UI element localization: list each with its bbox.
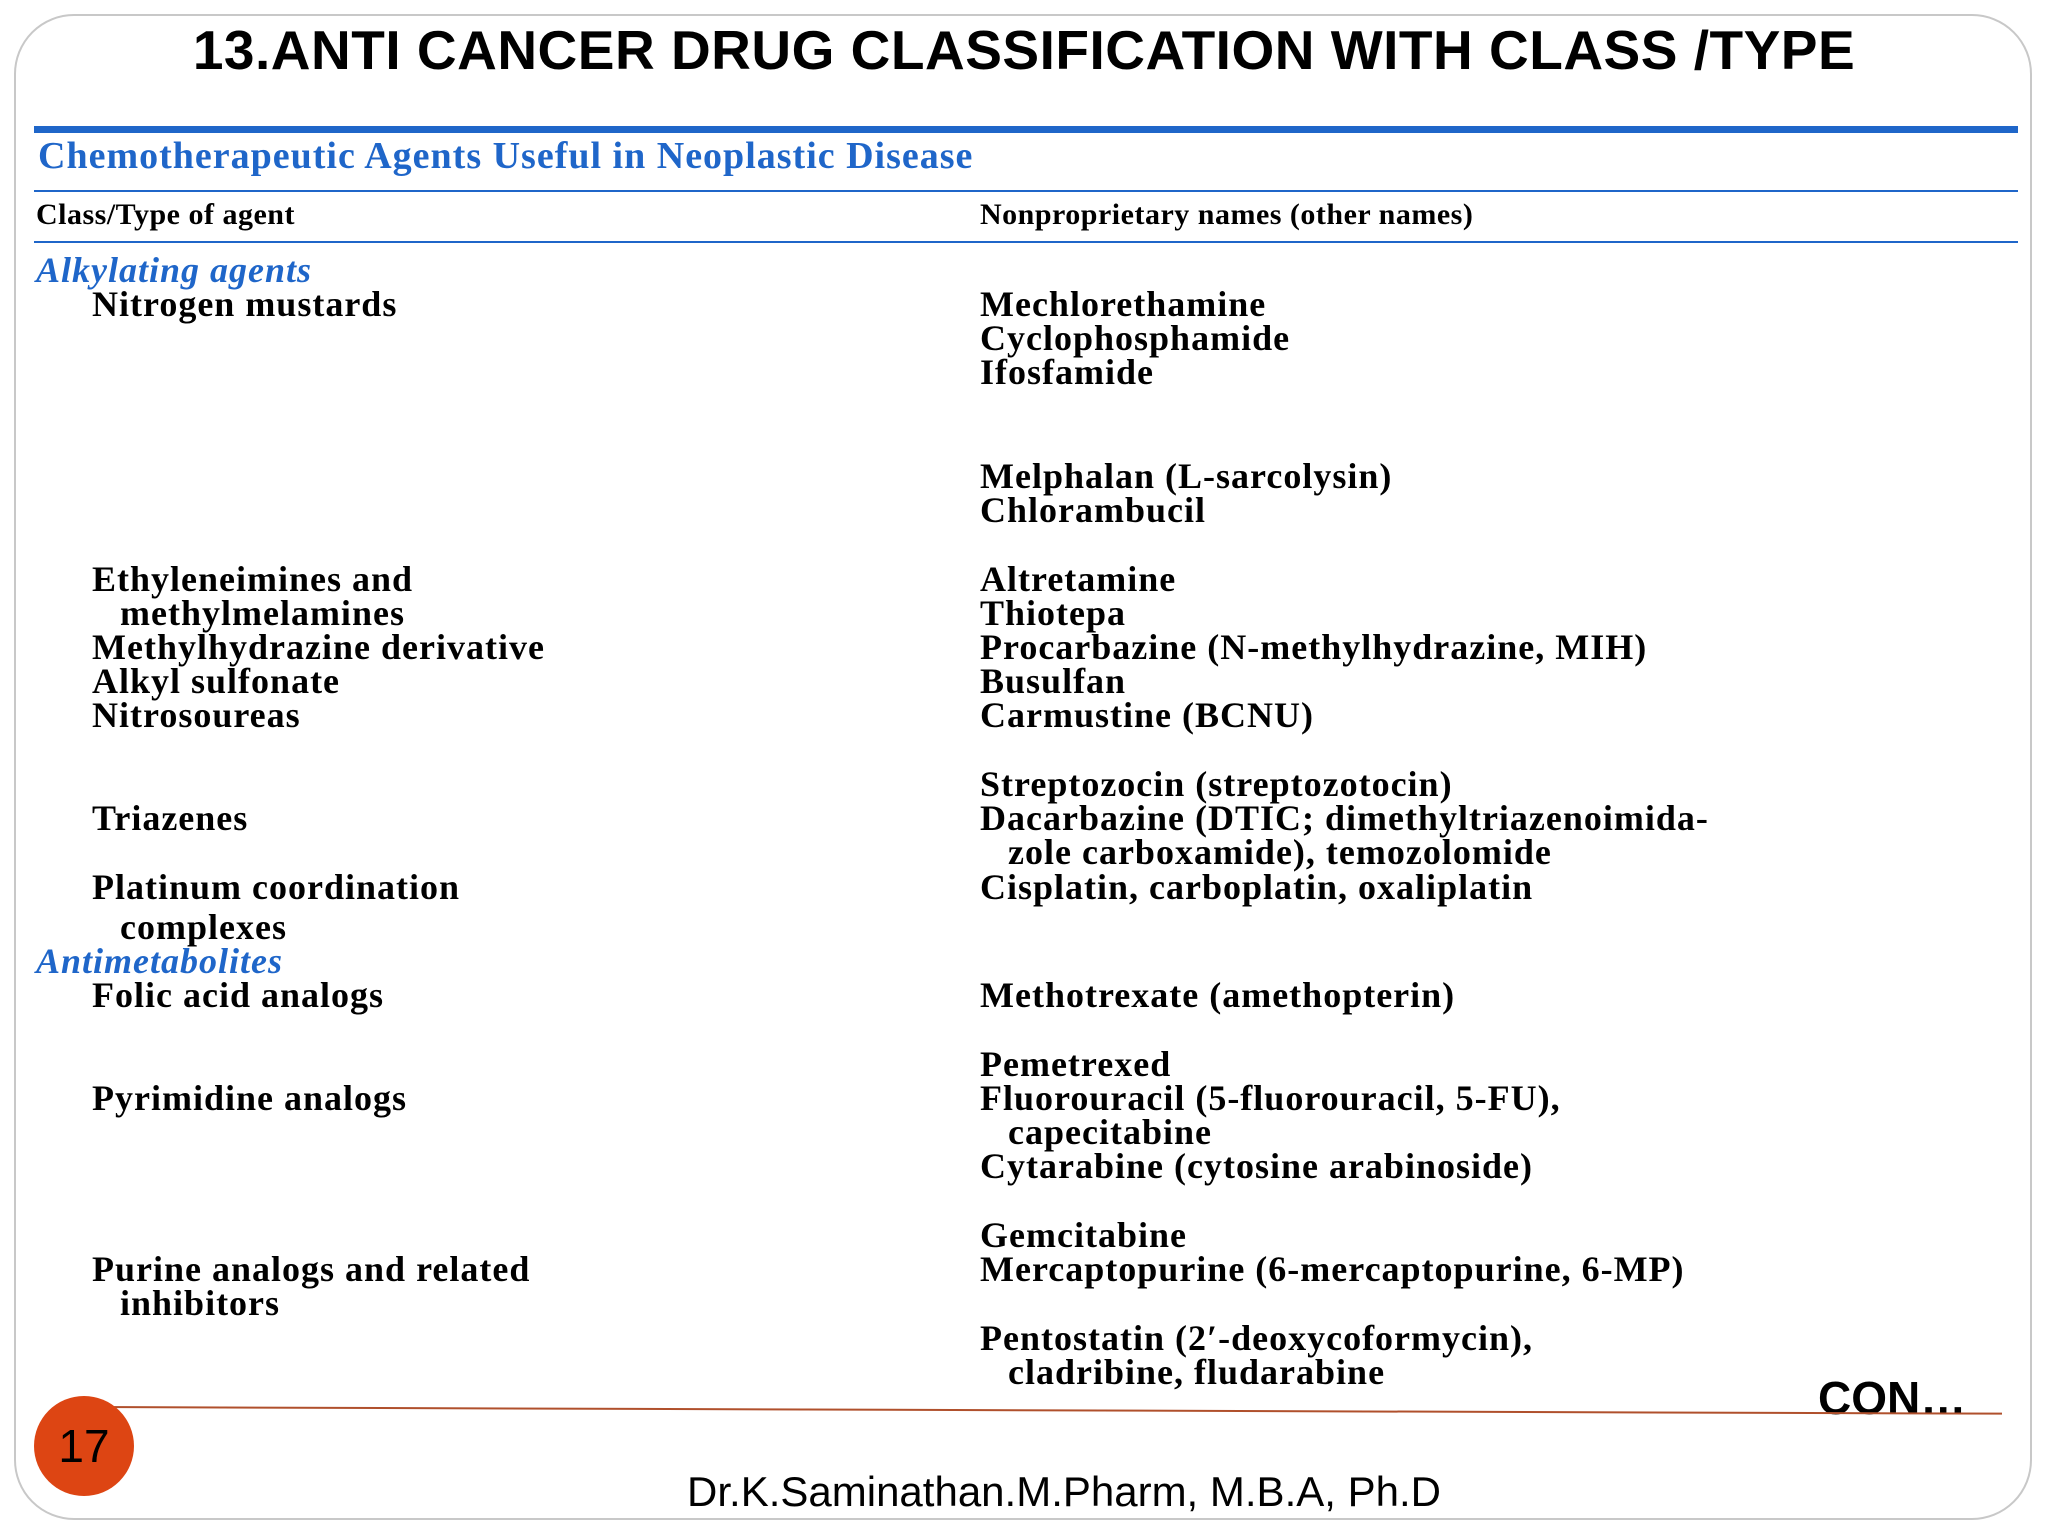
drug-busulfan: Busulfan [980, 661, 1127, 701]
drug-dacarbazine: Dacarbazine (DTIC; dimethyltriazenoimida- [980, 798, 1709, 838]
drug-altretamine: Altretamine [980, 559, 1177, 599]
drug-carmustine: Carmustine (BCNU) [980, 695, 1314, 735]
drug-fluorouracil-cont: capecitabine [1008, 1112, 1212, 1152]
table-top-rule [34, 126, 2018, 133]
class-nitrogen-mustards: Nitrogen mustards [92, 284, 398, 324]
author-credit: Dr.K.Saminathan.M.Pharm, M.B.A, Ph.D [687, 1468, 1441, 1515]
drug-cytarabine: Cytarabine (cytosine arabinoside) [980, 1146, 1533, 1186]
class-platinum-cont: complexes [120, 907, 287, 947]
drug-ifosfamide: Ifosfamide [980, 352, 1154, 392]
drug-procarbazine: Procarbazine (N-methylhydrazine, MIH) [980, 627, 1648, 667]
drug-thiotepa: Thiotepa [980, 593, 1127, 633]
class-pyrimidine-analogs: Pyrimidine analogs [92, 1078, 408, 1118]
table-title: Chemotherapeutic Agents Useful in Neoplastic Disease [38, 135, 974, 177]
class-ethyleneimines: Ethyleneimines and [92, 559, 414, 599]
class-ethyleneimines-cont: methylmelamines [120, 593, 405, 633]
drug-pentostatin-cont: cladribine, fludarabine [1008, 1352, 1386, 1392]
column-header-class: Class/Type of agent [36, 198, 295, 231]
page-number: 17 [58, 1420, 110, 1472]
table-header-rule-bottom [34, 241, 2018, 243]
class-triazenes: Triazenes [92, 798, 249, 838]
category-antimetabolites: Antimetabolites [36, 941, 284, 981]
drug-methotrexate: Methotrexate (amethopterin) [980, 975, 1456, 1015]
drug-chlorambucil: Chlorambucil [980, 490, 1207, 530]
class-purine-analogs: Purine analogs and related [92, 1249, 531, 1289]
drug-dacarbazine-cont: zole carboxamide), temozolomide [1008, 832, 1552, 872]
class-platinum: Platinum coordination [92, 867, 461, 907]
drug-mercaptopurine: Mercaptopurine (6-mercaptopurine, 6-MP) [980, 1249, 1685, 1289]
class-nitrosoureas: Nitrosoureas [92, 695, 301, 735]
class-methylhydrazine: Methylhydrazine derivative [92, 627, 545, 667]
drug-pemetrexed: Pemetrexed [980, 1044, 1172, 1084]
slide-title: 13.ANTI CANCER DRUG CLASSIFICATION WITH CLASS /TYPE [192, 19, 1856, 81]
drug-fluorouracil: Fluorouracil (5-fluorouracil, 5-FU), [980, 1078, 1561, 1118]
class-folic-acid-analogs: Folic acid analogs [92, 975, 385, 1015]
category-alkylating-agents: Alkylating agents [36, 250, 313, 290]
drug-streptozocin: Streptozocin (streptozotocin) [980, 764, 1453, 804]
class-alkyl-sulfonate: Alkyl sulfonate [92, 661, 341, 701]
drug-cyclophosphamide: Cyclophosphamide [980, 318, 1291, 358]
drug-cisplatin: Cisplatin, carboplatin, oxaliplatin [980, 867, 1534, 907]
continued-label: CON… [1818, 1372, 1967, 1424]
drug-pentostatin: Pentostatin (2′-deoxycoformycin), [980, 1318, 1534, 1358]
drug-melphalan: Melphalan (L-sarcolysin) [980, 456, 1393, 496]
table-header-rule-top [34, 190, 2018, 192]
column-header-names: Nonproprietary names (other names) [980, 198, 1474, 231]
drug-mechlorethamine: Mechlorethamine [980, 284, 1267, 324]
class-purine-analogs-cont: inhibitors [120, 1283, 281, 1323]
drug-gemcitabine: Gemcitabine [980, 1215, 1187, 1255]
